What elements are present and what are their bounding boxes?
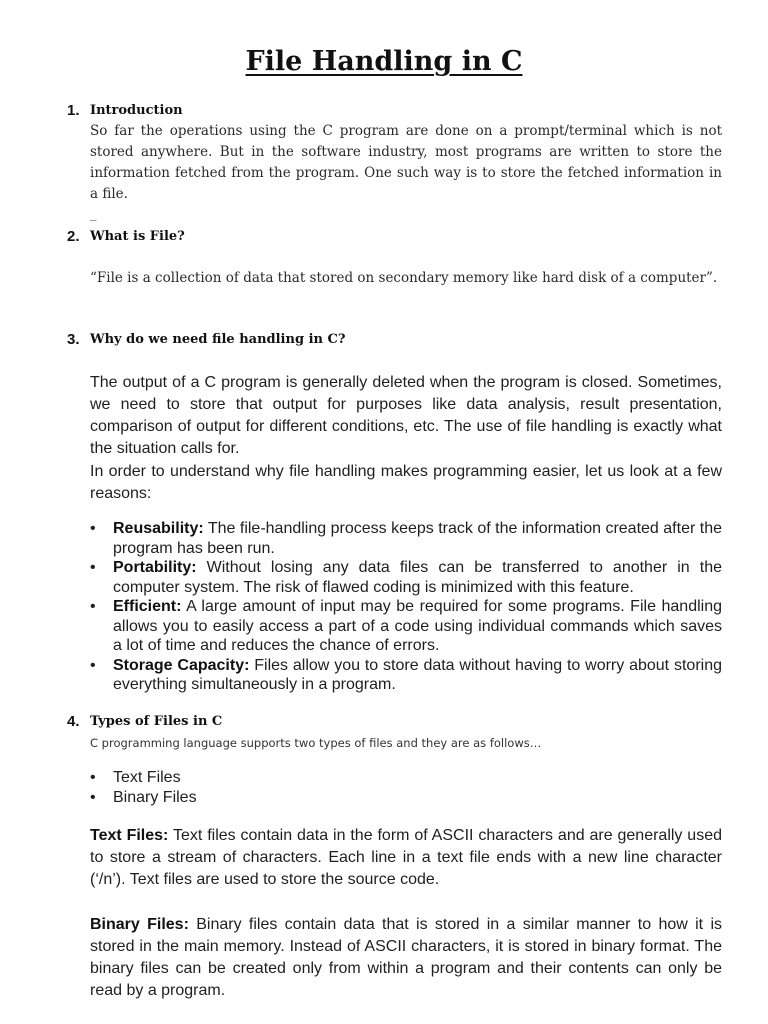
section-heading-introduction: Introduction <box>90 103 183 118</box>
section-heading-why-file-handling: Why do we need file handling in C? <box>90 332 346 347</box>
stray-mark: _ <box>90 207 97 222</box>
reason-term: Efficient: <box>113 598 182 615</box>
section-heading-what-is-file: What is File? <box>90 229 185 244</box>
file-types-list <box>90 768 722 807</box>
text-files-term: Text Files: <box>90 827 169 844</box>
file-definition-quote: “File is a collection of data that stored on secondary memory like hard disk of a computer”. <box>90 270 718 286</box>
list-item-binary-files <box>90 788 722 808</box>
bullet-icon: • <box>90 559 96 576</box>
reason-term: Portability: <box>113 559 197 576</box>
reason-text: Files allow you to store data without having to worry about storing everything simultaneously in a program. <box>113 656 722 693</box>
list-item-reusability <box>90 519 722 558</box>
file-type-label: Binary Files <box>113 788 197 806</box>
introduction-paragraph: So far the operations using the C program are done on a prompt/terminal which is not stored anywhere. But in the software industry, most programs are written to store the information fetched from the program. One such way is to store the fetched information in a file. <box>90 123 722 202</box>
section-number-4: 4. <box>67 713 80 730</box>
reason-text: Without losing any data files can be transferred to another in the computer system. The risk of flawed coding is minimized with this feature. <box>113 559 722 596</box>
section-number-1: 1. <box>67 102 80 119</box>
list-item-storage-capacity <box>90 656 722 695</box>
binary-files-paragraph <box>90 914 722 1002</box>
types-intro: C programming language supports two types of files and they are as follows… <box>90 736 542 750</box>
list-item-portability <box>90 558 722 597</box>
page-title: File Handling in C <box>245 46 523 77</box>
bullet-icon: • <box>90 788 96 806</box>
why-paragraph-1: The output of a C program is generally deleted when the program is closed. Sometimes, we need to store that output for purposes like data analysis, result presentation, comparison of output for different conditions, etc. The use of file handling is exactly what the situation calls for. <box>90 374 722 457</box>
list-item-text-files <box>90 768 722 788</box>
reason-text: The file-handling process keeps track of the information created after the program has been run. <box>113 520 722 557</box>
bullet-icon: • <box>90 520 96 537</box>
file-type-label: Text Files <box>113 769 181 786</box>
section-number-3: 3. <box>67 331 80 348</box>
section-number-2: 2. <box>67 228 80 245</box>
bullet-icon: • <box>90 769 96 786</box>
reason-term: Reusability: <box>113 520 204 537</box>
reasons-list <box>90 519 722 695</box>
text-files-text: Text files contain data in the form of ASCII characters and are generally used to store a stream of characters. Each line in a text file ends with a new line character (‘/n’). Text files are used to store the source code. <box>90 827 723 888</box>
text-files-paragraph <box>90 825 722 891</box>
binary-files-text: Binary files contain data that is stored in a similar manner to how it is stored in the main memory. Instead of ASCII characters, it is stored in binary format. The binary files can be created only from within a program and their contents can only be read by a program. <box>90 916 723 999</box>
reason-text: A large amount of input may be required for some programs. File handling allows you to easily access a part of a code using individual commands which saves a lot of time and reduces the chance of errors. <box>113 598 722 654</box>
bullet-icon: • <box>90 656 96 674</box>
binary-files-term: Binary Files: <box>90 916 189 933</box>
why-paragraph-2: In order to understand why file handling makes programming easier, let us look at a few reasons: <box>90 463 722 502</box>
bullet-icon: • <box>90 598 96 615</box>
list-item-efficient <box>90 597 722 656</box>
reason-term: Storage Capacity: <box>113 656 250 674</box>
section-heading-types-of-files: Types of Files in C <box>90 714 223 729</box>
